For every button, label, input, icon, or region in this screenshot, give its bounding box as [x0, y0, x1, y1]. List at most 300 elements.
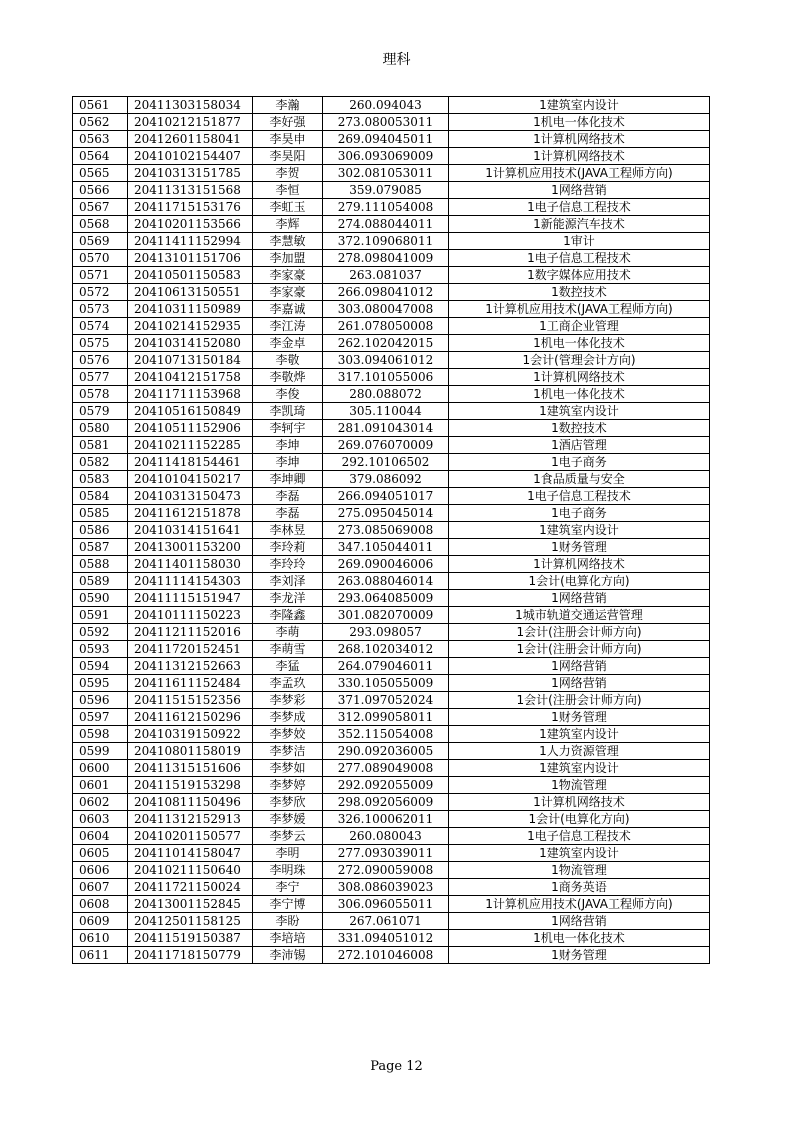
major-cell: 1计算机应用技术(JAVA工程师方向): [449, 896, 710, 913]
name-cell: 李梦姣: [253, 726, 323, 743]
row-number-cell: 0590: [73, 590, 128, 607]
name-cell: 李梦洁: [253, 743, 323, 760]
exam-id-cell: 20411519150387: [128, 930, 253, 947]
score-cell: 303.080047008: [323, 301, 449, 318]
exam-id-cell: 20410211152285: [128, 437, 253, 454]
name-cell: 李孟玖: [253, 675, 323, 692]
table-row: [73, 488, 710, 505]
name-cell: 李梦如: [253, 760, 323, 777]
name-cell: 李恒: [253, 182, 323, 199]
score-cell: 331.094051012: [323, 930, 449, 947]
major-cell: 1机电一体化技术: [449, 386, 710, 403]
table-row: [73, 335, 710, 352]
row-number-cell: 0604: [73, 828, 128, 845]
exam-id-cell: 20411515152356: [128, 692, 253, 709]
major-cell: 1计算机应用技术(JAVA工程师方向): [449, 165, 710, 182]
score-cell: 312.099058011: [323, 709, 449, 726]
score-cell: 275.095045014: [323, 505, 449, 522]
table-row: [73, 709, 710, 726]
name-cell: 李萌雪: [253, 641, 323, 658]
table-row: [73, 437, 710, 454]
score-cell: 263.081037: [323, 267, 449, 284]
name-cell: 李嘉诚: [253, 301, 323, 318]
row-number-cell: 0595: [73, 675, 128, 692]
score-cell: 293.098057: [323, 624, 449, 641]
table-row: [73, 896, 710, 913]
name-cell: 李宁: [253, 879, 323, 896]
exam-id-cell: 20411720152451: [128, 641, 253, 658]
row-number-cell: 0572: [73, 284, 128, 301]
row-number-cell: 0565: [73, 165, 128, 182]
table-row: [73, 199, 710, 216]
name-cell: 李凯琦: [253, 403, 323, 420]
score-cell: 264.079046011: [323, 658, 449, 675]
score-cell: 277.093039011: [323, 845, 449, 862]
score-cell: 260.080043: [323, 828, 449, 845]
exam-id-cell: 20411315151606: [128, 760, 253, 777]
name-cell: 李龙洋: [253, 590, 323, 607]
major-cell: 1电子商务: [449, 454, 710, 471]
row-number-cell: 0566: [73, 182, 128, 199]
table-row: [73, 862, 710, 879]
major-cell: 1财务管理: [449, 947, 710, 964]
score-cell: 274.088044011: [323, 216, 449, 233]
name-cell: 李磊: [253, 505, 323, 522]
major-cell: 1建筑室内设计: [449, 522, 710, 539]
row-number-cell: 0605: [73, 845, 128, 862]
admission-table: [72, 96, 710, 964]
exam-id-cell: 20411115151947: [128, 590, 253, 607]
major-cell: 1会计(电算化方向): [449, 573, 710, 590]
name-cell: 李坤卿: [253, 471, 323, 488]
score-cell: 308.086039023: [323, 879, 449, 896]
name-cell: 李坤: [253, 437, 323, 454]
table-row: [73, 743, 710, 760]
table-row: [73, 845, 710, 862]
table-row: [73, 879, 710, 896]
major-cell: 1机电一体化技术: [449, 114, 710, 131]
table-row: [73, 556, 710, 573]
score-cell: 306.093069009: [323, 148, 449, 165]
score-cell: 292.10106502: [323, 454, 449, 471]
exam-id-cell: 20411611152484: [128, 675, 253, 692]
row-number-cell: 0567: [73, 199, 128, 216]
score-cell: 371.097052024: [323, 692, 449, 709]
row-number-cell: 0585: [73, 505, 128, 522]
exam-id-cell: 20411418154461: [128, 454, 253, 471]
exam-id-cell: 20411711153968: [128, 386, 253, 403]
score-cell: 272.090059008: [323, 862, 449, 879]
table-row: [73, 590, 710, 607]
exam-id-cell: 20410412151758: [128, 369, 253, 386]
score-cell: 279.111054008: [323, 199, 449, 216]
row-number-cell: 0586: [73, 522, 128, 539]
name-cell: 李隆鑫: [253, 607, 323, 624]
table-row: [73, 726, 710, 743]
name-cell: 李昊申: [253, 131, 323, 148]
major-cell: 1电子信息工程技术: [449, 488, 710, 505]
name-cell: 李家豪: [253, 267, 323, 284]
major-cell: 1建筑室内设计: [449, 726, 710, 743]
row-number-cell: 0596: [73, 692, 128, 709]
row-number-cell: 0574: [73, 318, 128, 335]
table-row: [73, 97, 710, 114]
row-number-cell: 0579: [73, 403, 128, 420]
score-cell: 317.101055006: [323, 369, 449, 386]
name-cell: 李梦成: [253, 709, 323, 726]
major-cell: 1数控技术: [449, 420, 710, 437]
name-cell: 李敬烨: [253, 369, 323, 386]
exam-id-cell: 20411312152663: [128, 658, 253, 675]
row-number-cell: 0584: [73, 488, 128, 505]
exam-id-cell: 20410201153566: [128, 216, 253, 233]
table-row: [73, 811, 710, 828]
name-cell: 李梦媛: [253, 811, 323, 828]
exam-id-cell: 20411411152994: [128, 233, 253, 250]
score-cell: 330.105055009: [323, 675, 449, 692]
score-cell: 292.092055009: [323, 777, 449, 794]
row-number-cell: 0593: [73, 641, 128, 658]
name-cell: 李江涛: [253, 318, 323, 335]
name-cell: 李培培: [253, 930, 323, 947]
name-cell: 李盼: [253, 913, 323, 930]
row-number-cell: 0597: [73, 709, 128, 726]
major-cell: 1商务英语: [449, 879, 710, 896]
row-number-cell: 0609: [73, 913, 128, 930]
major-cell: 1电子信息工程技术: [449, 199, 710, 216]
exam-id-cell: 20410511152906: [128, 420, 253, 437]
table-row: [73, 692, 710, 709]
name-cell: 李俊: [253, 386, 323, 403]
major-cell: 1会计(电算化方向): [449, 811, 710, 828]
exam-id-cell: 20410613150551: [128, 284, 253, 301]
score-cell: 267.061071: [323, 913, 449, 930]
exam-id-cell: 20413001152845: [128, 896, 253, 913]
exam-id-cell: 20411715153176: [128, 199, 253, 216]
table-row: [73, 828, 710, 845]
table-row: [73, 267, 710, 284]
major-cell: 1会计(注册会计师方向): [449, 692, 710, 709]
name-cell: 李贺: [253, 165, 323, 182]
exam-id-cell: 20410313150473: [128, 488, 253, 505]
major-cell: 1计算机网络技术: [449, 794, 710, 811]
major-cell: 1机电一体化技术: [449, 335, 710, 352]
row-number-cell: 0576: [73, 352, 128, 369]
table-row: [73, 352, 710, 369]
name-cell: 李敬: [253, 352, 323, 369]
row-number-cell: 0564: [73, 148, 128, 165]
name-cell: 李金卓: [253, 335, 323, 352]
score-cell: 347.105044011: [323, 539, 449, 556]
row-number-cell: 0569: [73, 233, 128, 250]
row-number-cell: 0606: [73, 862, 128, 879]
row-number-cell: 0588: [73, 556, 128, 573]
row-number-cell: 0607: [73, 879, 128, 896]
exam-id-cell: 20411721150024: [128, 879, 253, 896]
table-row: [73, 182, 710, 199]
exam-id-cell: 20410313151785: [128, 165, 253, 182]
exam-id-cell: 20411718150779: [128, 947, 253, 964]
row-number-cell: 0600: [73, 760, 128, 777]
name-cell: 李萌: [253, 624, 323, 641]
score-cell: 273.080053011: [323, 114, 449, 131]
name-cell: 李慧敏: [253, 233, 323, 250]
name-cell: 李梦彩: [253, 692, 323, 709]
table-row: [73, 777, 710, 794]
table-row: [73, 114, 710, 131]
page-title: 理科: [382, 52, 411, 68]
name-cell: 李轲宇: [253, 420, 323, 437]
row-number-cell: 0571: [73, 267, 128, 284]
major-cell: 1物流管理: [449, 862, 710, 879]
major-cell: 1建筑室内设计: [449, 403, 710, 420]
name-cell: 李宁博: [253, 896, 323, 913]
exam-id-cell: 20410314151641: [128, 522, 253, 539]
row-number-cell: 0570: [73, 250, 128, 267]
row-number-cell: 0575: [73, 335, 128, 352]
exam-id-cell: 20411612151878: [128, 505, 253, 522]
row-number-cell: 0592: [73, 624, 128, 641]
name-cell: 李虹玉: [253, 199, 323, 216]
name-cell: 李磊: [253, 488, 323, 505]
name-cell: 李林昱: [253, 522, 323, 539]
score-cell: 260.094043: [323, 97, 449, 114]
table-row: [73, 658, 710, 675]
row-number-cell: 0581: [73, 437, 128, 454]
table-row: [73, 505, 710, 522]
major-cell: 1网络营销: [449, 182, 710, 199]
score-cell: 302.081053011: [323, 165, 449, 182]
exam-id-cell: 20413101151706: [128, 250, 253, 267]
major-cell: 1财务管理: [449, 709, 710, 726]
name-cell: 李辉: [253, 216, 323, 233]
major-cell: 1电子信息工程技术: [449, 250, 710, 267]
score-cell: 372.109068011: [323, 233, 449, 250]
row-number-cell: 0589: [73, 573, 128, 590]
row-number-cell: 0577: [73, 369, 128, 386]
exam-id-cell: 20410104150217: [128, 471, 253, 488]
exam-id-cell: 20410211150640: [128, 862, 253, 879]
name-cell: 李沛锡: [253, 947, 323, 964]
exam-id-cell: 20411312152913: [128, 811, 253, 828]
row-number-cell: 0611: [73, 947, 128, 964]
score-cell: 305.110044: [323, 403, 449, 420]
table-row: [73, 454, 710, 471]
table-row: [73, 420, 710, 437]
exam-id-cell: 20412601158041: [128, 131, 253, 148]
major-cell: 1会计(管理会计方向): [449, 352, 710, 369]
major-cell: 1网络营销: [449, 658, 710, 675]
row-number-cell: 0568: [73, 216, 128, 233]
name-cell: 李梦云: [253, 828, 323, 845]
row-number-cell: 0602: [73, 794, 128, 811]
major-cell: 1城市轨道交通运营管理: [449, 607, 710, 624]
exam-id-cell: 20410319150922: [128, 726, 253, 743]
name-cell: 李坤: [253, 454, 323, 471]
table-row: [73, 522, 710, 539]
name-cell: 李猛: [253, 658, 323, 675]
score-cell: 303.094061012: [323, 352, 449, 369]
table-row: [73, 760, 710, 777]
major-cell: 1人力资源管理: [449, 743, 710, 760]
major-cell: 1电子商务: [449, 505, 710, 522]
score-cell: 281.091043014: [323, 420, 449, 437]
name-cell: 李玲玲: [253, 556, 323, 573]
row-number-cell: 0561: [73, 97, 128, 114]
row-number-cell: 0580: [73, 420, 128, 437]
exam-id-cell: 20410314152080: [128, 335, 253, 352]
table-row: [73, 471, 710, 488]
row-number-cell: 0563: [73, 131, 128, 148]
major-cell: 1酒店管理: [449, 437, 710, 454]
row-number-cell: 0599: [73, 743, 128, 760]
major-cell: 1计算机网络技术: [449, 556, 710, 573]
page-number: Page 12: [370, 1059, 423, 1074]
score-cell: 379.086092: [323, 471, 449, 488]
name-cell: 李瀚: [253, 97, 323, 114]
table-row: [73, 947, 710, 964]
name-cell: 李明珠: [253, 862, 323, 879]
table-row: [73, 284, 710, 301]
name-cell: 李明: [253, 845, 323, 862]
score-cell: 261.078050008: [323, 318, 449, 335]
major-cell: 1数控技术: [449, 284, 710, 301]
name-cell: 李梦欣: [253, 794, 323, 811]
exam-id-cell: 20412501158125: [128, 913, 253, 930]
exam-id-cell: 20410801158019: [128, 743, 253, 760]
major-cell: 1食品质量与安全: [449, 471, 710, 488]
name-cell: 李梦婷: [253, 777, 323, 794]
exam-id-cell: 20411303158034: [128, 97, 253, 114]
row-number-cell: 0582: [73, 454, 128, 471]
table-row: [73, 216, 710, 233]
row-number-cell: 0562: [73, 114, 128, 131]
major-cell: 1工商企业管理: [449, 318, 710, 335]
major-cell: 1计算机网络技术: [449, 131, 710, 148]
table-row: [73, 403, 710, 420]
major-cell: 1数字媒体应用技术: [449, 267, 710, 284]
table-row: [73, 165, 710, 182]
table-row: [73, 675, 710, 692]
table-row: [73, 913, 710, 930]
score-cell: 269.094045011: [323, 131, 449, 148]
major-cell: 1审计: [449, 233, 710, 250]
major-cell: 1建筑室内设计: [449, 97, 710, 114]
score-cell: 293.064085009: [323, 590, 449, 607]
score-cell: 262.102042015: [323, 335, 449, 352]
exam-id-cell: 20410214152935: [128, 318, 253, 335]
exam-id-cell: 20410111150223: [128, 607, 253, 624]
score-cell: 359.079085: [323, 182, 449, 199]
table-row: [73, 930, 710, 947]
score-cell: 326.100062011: [323, 811, 449, 828]
name-cell: 李刘泽: [253, 573, 323, 590]
exam-id-cell: 20411114154303: [128, 573, 253, 590]
exam-id-cell: 20410811150496: [128, 794, 253, 811]
major-cell: 1网络营销: [449, 675, 710, 692]
score-cell: 266.094051017: [323, 488, 449, 505]
row-number-cell: 0578: [73, 386, 128, 403]
major-cell: 1网络营销: [449, 913, 710, 930]
table-row: [73, 607, 710, 624]
table-row: [73, 131, 710, 148]
table-row: [73, 794, 710, 811]
table-row: [73, 624, 710, 641]
table-row: [73, 233, 710, 250]
row-number-cell: 0598: [73, 726, 128, 743]
table-row: [73, 148, 710, 165]
major-cell: 1新能源汽车技术: [449, 216, 710, 233]
score-cell: 269.090046006: [323, 556, 449, 573]
row-number-cell: 0583: [73, 471, 128, 488]
major-cell: 1物流管理: [449, 777, 710, 794]
row-number-cell: 0591: [73, 607, 128, 624]
major-cell: 1计算机应用技术(JAVA工程师方向): [449, 301, 710, 318]
table-row: [73, 250, 710, 267]
table-row: [73, 641, 710, 658]
exam-id-cell: 20411401158030: [128, 556, 253, 573]
score-cell: 268.102034012: [323, 641, 449, 658]
name-cell: 李加盟: [253, 250, 323, 267]
score-cell: 306.096055011: [323, 896, 449, 913]
row-number-cell: 0594: [73, 658, 128, 675]
table-row: [73, 539, 710, 556]
exam-id-cell: 20411211152016: [128, 624, 253, 641]
exam-id-cell: 20410516150849: [128, 403, 253, 420]
exam-id-cell: 20411519153298: [128, 777, 253, 794]
exam-id-cell: 20410102154407: [128, 148, 253, 165]
exam-id-cell: 20410311150989: [128, 301, 253, 318]
table-row: [73, 386, 710, 403]
score-cell: 278.098041009: [323, 250, 449, 267]
major-cell: 1计算机网络技术: [449, 369, 710, 386]
row-number-cell: 0610: [73, 930, 128, 947]
major-cell: 1电子信息工程技术: [449, 828, 710, 845]
major-cell: 1计算机网络技术: [449, 148, 710, 165]
score-cell: 272.101046008: [323, 947, 449, 964]
score-cell: 280.088072: [323, 386, 449, 403]
exam-id-cell: 20410212151877: [128, 114, 253, 131]
exam-id-cell: 20411612150296: [128, 709, 253, 726]
major-cell: 1会计(注册会计师方向): [449, 624, 710, 641]
table-row: [73, 573, 710, 590]
row-number-cell: 0608: [73, 896, 128, 913]
major-cell: 1建筑室内设计: [449, 845, 710, 862]
table-row: [73, 301, 710, 318]
exam-id-cell: 20410713150184: [128, 352, 253, 369]
major-cell: 1会计(注册会计师方向): [449, 641, 710, 658]
major-cell: 1建筑室内设计: [449, 760, 710, 777]
row-number-cell: 0587: [73, 539, 128, 556]
exam-id-cell: 20410501150583: [128, 267, 253, 284]
name-cell: 李好强: [253, 114, 323, 131]
exam-id-cell: 20413001153200: [128, 539, 253, 556]
score-cell: 277.089049008: [323, 760, 449, 777]
row-number-cell: 0603: [73, 811, 128, 828]
name-cell: 李昊阳: [253, 148, 323, 165]
row-number-cell: 0601: [73, 777, 128, 794]
major-cell: 1网络营销: [449, 590, 710, 607]
major-cell: 1机电一体化技术: [449, 930, 710, 947]
table-row: [73, 318, 710, 335]
row-number-cell: 0573: [73, 301, 128, 318]
score-cell: 273.085069008: [323, 522, 449, 539]
major-cell: 1财务管理: [449, 539, 710, 556]
name-cell: 李家豪: [253, 284, 323, 301]
score-cell: 266.098041012: [323, 284, 449, 301]
score-cell: 290.092036005: [323, 743, 449, 760]
score-cell: 298.092056009: [323, 794, 449, 811]
